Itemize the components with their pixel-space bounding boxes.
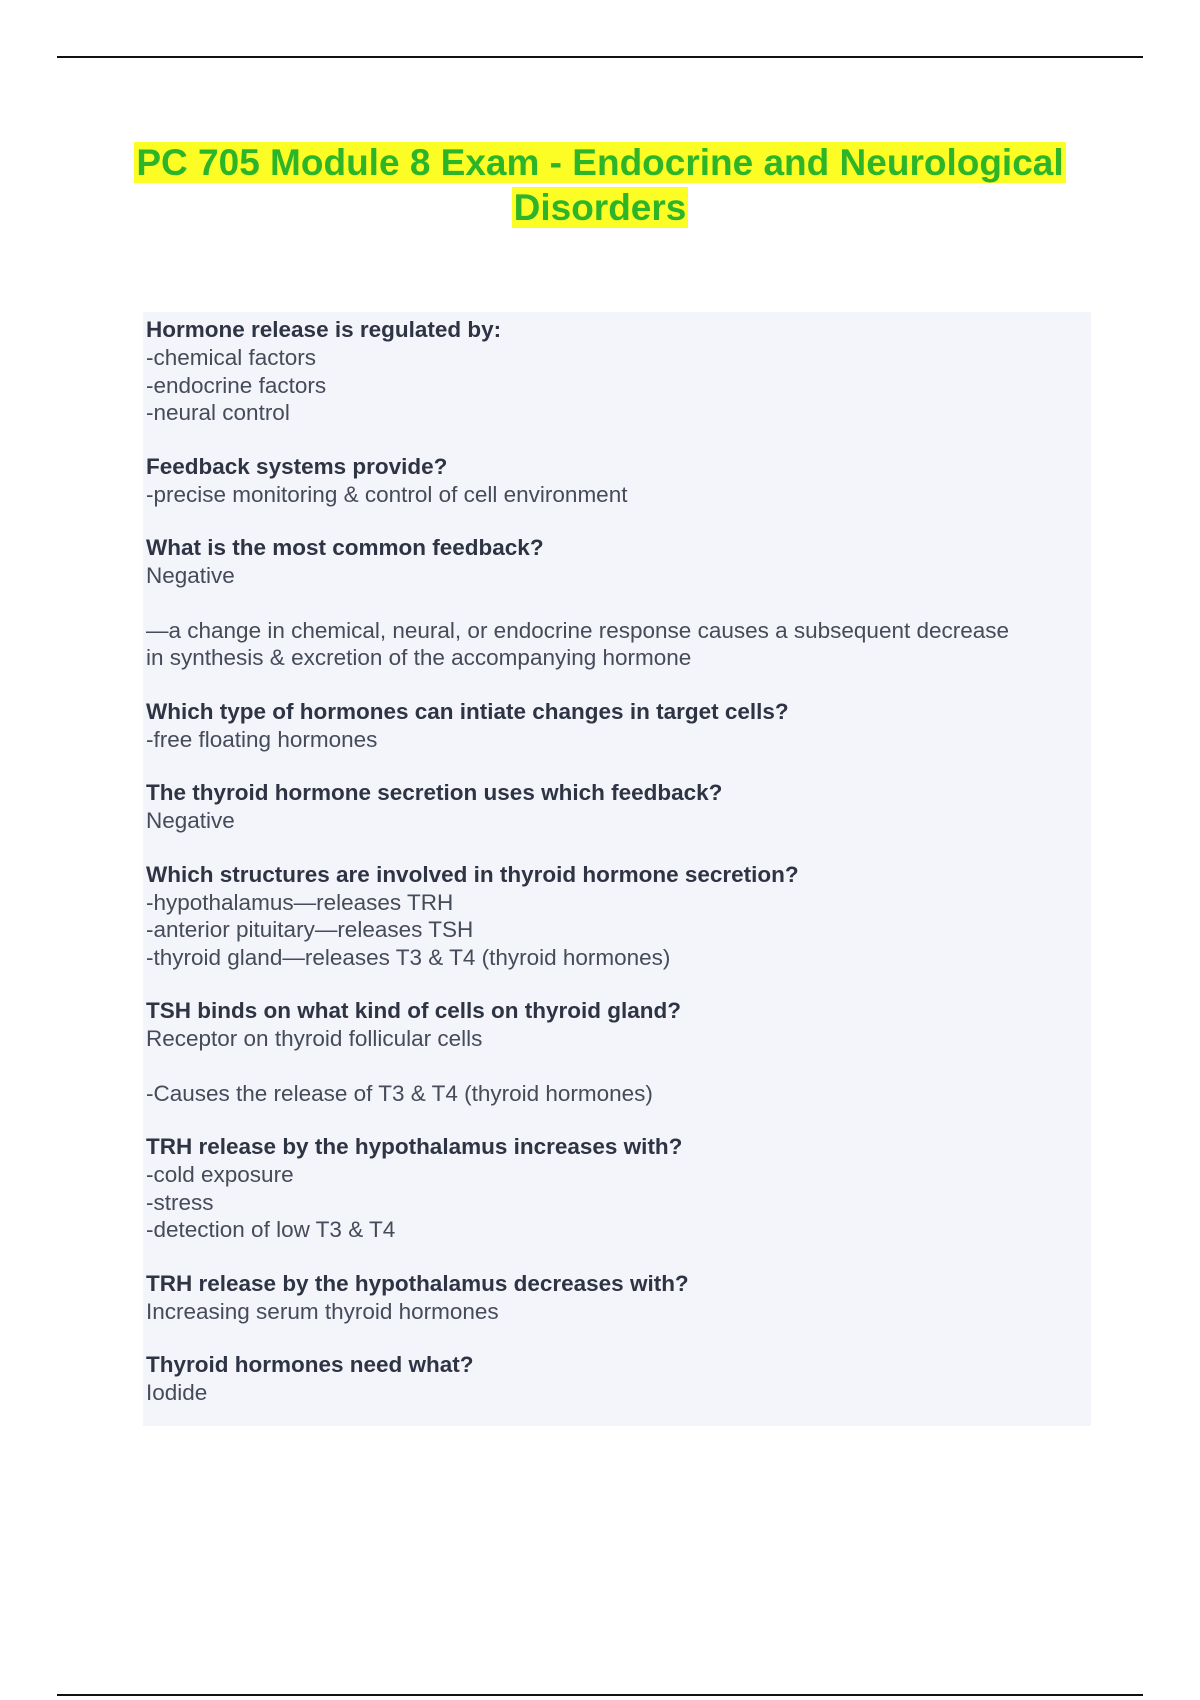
question-text: Hormone release is regulated by: <box>146 317 502 342</box>
qa-item <box>146 1351 1088 1407</box>
question-text: TRH release by the hypothalamus increases with? <box>146 1134 683 1159</box>
answer-line: -chemical factors <box>146 345 317 370</box>
bottom-rule <box>57 1694 1143 1696</box>
question-text: Which structures are involved in thyroid hormone secretion? <box>146 861 799 887</box>
answer-line: -precise monitoring & control of cell environment <box>146 481 628 507</box>
qa-item <box>146 779 1088 835</box>
qa-panel <box>143 312 1091 1426</box>
top-rule <box>57 56 1143 58</box>
answer-line: -free floating hormones <box>146 726 378 752</box>
title-line-1: PC 705 Module 8 Exam - Endocrine and Neurological <box>136 142 1064 183</box>
qa-item <box>146 534 1088 672</box>
qa-item <box>146 316 1088 427</box>
answer-line: -Causes the release of T3 & T4 (thyroid hormones) <box>146 1080 653 1106</box>
answer-line: -stress <box>146 1189 214 1215</box>
qa-item <box>146 1133 1088 1244</box>
answer-line: Negative <box>146 808 235 833</box>
answer-line: -endocrine factors <box>146 372 327 398</box>
answer-line: Receptor on thyroid follicular cells <box>146 1026 483 1051</box>
answer-spacer <box>146 590 1088 617</box>
qa-item <box>146 861 1088 972</box>
answer-line: Iodide <box>146 1380 208 1405</box>
question-text: The thyroid hormone secretion uses which feedback? <box>146 780 723 805</box>
answer-line: -hypothalamus—releases TRH <box>146 889 454 915</box>
qa-item <box>146 453 1088 509</box>
question-text: Feedback systems provide? <box>146 453 448 479</box>
question-text: Which type of hormones can intiate changes in target cells? <box>146 698 789 724</box>
qa-item <box>146 698 1088 754</box>
question-text: TRH release by the hypothalamus decreases with? <box>146 1270 689 1296</box>
answer-line: -detection of low T3 & T4 <box>146 1217 396 1242</box>
qa-item <box>146 1270 1088 1326</box>
answer-line: -cold exposure <box>146 1162 294 1187</box>
qa-item <box>146 997 1088 1107</box>
answer-line: -thyroid gland—releases T3 & T4 (thyroid hormones) <box>146 944 671 970</box>
title-line-2: Disorders <box>513 187 687 228</box>
answer-line: Increasing serum thyroid hormones <box>146 1298 499 1324</box>
answer-line: —a change in chemical, neural, or endocrine response causes a subsequent decrease <box>146 617 1010 643</box>
question-text: What is the most common feedback? <box>146 535 544 560</box>
answer-spacer <box>146 1053 1088 1080</box>
answer-line: in synthesis & excretion of the accompanying hormone <box>146 645 692 670</box>
answer-line: -anterior pituitary—releases TSH <box>146 917 474 942</box>
question-text: Thyroid hormones need what? <box>146 1352 474 1377</box>
answer-line: -neural control <box>146 400 290 425</box>
document-title <box>100 140 1100 230</box>
question-text: TSH binds on what kind of cells on thyroid gland? <box>146 998 682 1023</box>
answer-line: Negative <box>146 563 235 588</box>
